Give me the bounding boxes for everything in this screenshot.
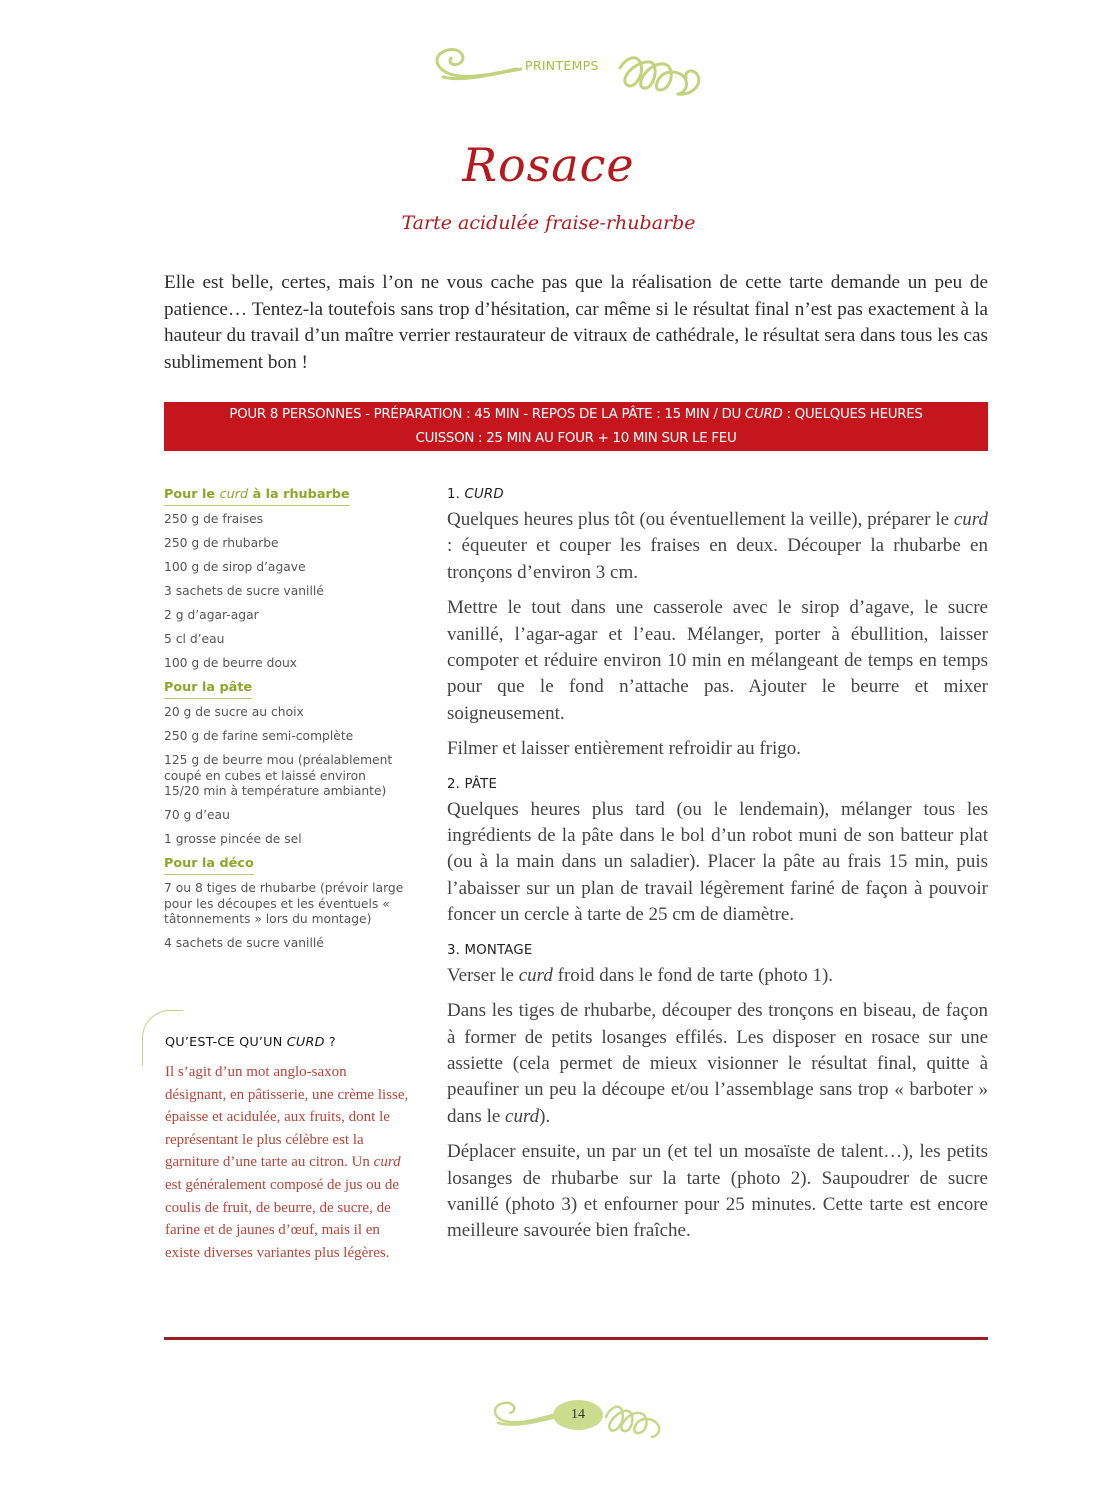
group-title-italic: curd	[219, 487, 249, 502]
info-line-1	[164, 403, 988, 427]
step-text: froid dans le fond de tarte (photo 1).	[552, 964, 834, 986]
step-paragraph	[447, 736, 988, 762]
ingredient-group-deco	[164, 856, 414, 952]
aside-title-text: ?	[324, 1035, 336, 1050]
step-paragraph	[447, 595, 988, 727]
step-text: Dans les tiges de rhubarbe, découper des tronçons en biseau, de façon à former de petits losanges effilés. Les disposer en rosace sur une assiette (cela permet de mieux visionner le résultat final, quitte à peaufiner un peu la découpe et/ou l’assemblage sans trop « barboter » dans le	[447, 1000, 988, 1127]
step-text: Verser le	[447, 964, 519, 986]
ingredient-item: 100 g de sirop d’agave	[164, 560, 306, 574]
step-text: Déplacer ensuite, un par un (et tel un mosaïste de talent…), les petits losanges de rhubarbe sur la tarte (photo 2). Saupoudrer de sucre vanillé (photo 3) et enfourner pour 25 minutes. Cette tarte est encore meilleure savourée bien fraîche.	[447, 1141, 988, 1242]
ingredient-item: 250 g de farine semi-complète	[164, 729, 354, 743]
aside-title	[165, 1035, 336, 1050]
bottom-divider	[164, 1337, 988, 1340]
page-number: 14	[553, 1400, 603, 1430]
step-number: 3.	[447, 942, 465, 958]
ingredient-item: 3 sachets de sucre vanillé	[164, 584, 324, 598]
section-label: PRINTEMPS	[525, 58, 599, 73]
ingredient-item: 5 cl d’eau	[164, 632, 225, 646]
info-text: POUR 8 PERSONNES - PRÉPARATION : 45 MIN - REPOS DE LA PÂTE : 15 MIN / DU	[229, 407, 745, 422]
ingredient-group-curd	[164, 487, 414, 672]
step-title	[447, 487, 988, 502]
step-paragraph	[447, 998, 988, 1130]
recipe-steps	[447, 487, 988, 1259]
recipe-info-bar	[164, 402, 988, 451]
step-title	[447, 777, 988, 792]
step-number: 2.	[447, 776, 465, 792]
step-paragraph	[447, 507, 988, 586]
ingredient-item: 100 g de beurre doux	[164, 656, 298, 670]
ingredient-group-pate	[164, 680, 414, 848]
step-text: ).	[539, 1105, 551, 1127]
group-title-text: Pour le	[164, 487, 220, 502]
ingredient-item: 125 g de beurre mou (préalablement coupé en cubes et laissé environ 15/20 min à température ambiante)	[164, 753, 393, 798]
step-text-italic: curd	[953, 509, 988, 530]
group-title-text: à la rhubarbe	[248, 487, 350, 502]
step-number: 1.	[447, 487, 465, 502]
step-paragraph	[447, 963, 988, 989]
aside-title-text: QU’EST-CE QU’UN	[165, 1035, 287, 1050]
step-text: Quelques heures plus tôt (ou éventuellement la veille), préparer le	[447, 509, 954, 530]
step-title-text: CURD	[464, 487, 504, 502]
step-paragraph	[447, 1139, 988, 1245]
step-text-italic: curd	[518, 964, 553, 986]
info-line-2: CUISSON : 25 MIN AU FOUR + 10 MIN SUR LE FEU	[415, 431, 737, 446]
aside-text	[165, 1061, 410, 1264]
ingredients-list	[164, 487, 414, 960]
ingredient-item: 1 grosse pincée de sel	[164, 832, 302, 846]
ingredient-group-title: Pour la déco	[164, 856, 254, 875]
step-title-text: MONTAGE	[464, 942, 533, 958]
flourish-swirl-icon	[428, 40, 728, 110]
ingredient-item: 4 sachets de sucre vanillé	[164, 936, 324, 950]
step-text: Quelques heures plus tard (ou le lendemain), mélanger tous les ingrédients de la pâte dans le bol d’un robot muni de son batteur plat (ou à la main dans un saladier). Placer la pâte au frais 15 min, puis l’abaisser sur un plan de travail légèrement fariné de façon à pouvoir foncer un cercle à tarte de 25 cm de diamètre.	[447, 798, 988, 926]
info-text-italic: CURD	[744, 407, 783, 422]
aside-text-italic: curd	[373, 1154, 401, 1171]
step-text: : équeuter et couper les fraises en deux. Découper la rhubarbe en tronçons d’environ 3 cm.	[447, 535, 988, 583]
ingredient-item: 250 g de rhubarbe	[164, 536, 279, 550]
header-ornament	[428, 40, 728, 110]
recipe-title: Rosace	[462, 138, 635, 192]
ingredient-item: 7 ou 8 tiges de rhubarbe (prévoir large pour les découpes et les éventuels « tâtonnements » lors du montage)	[164, 881, 404, 926]
ingredient-item: 70 g d’eau	[164, 808, 230, 822]
ingredient-item: 2 g d’agar-agar	[164, 608, 259, 622]
aside-text-part: est généralement composé de jus ou de coulis de fruit, de beurre, de sucre, de farine et de jaunes d’œuf, mais il en existe diverses variantes plus légères.	[165, 1176, 400, 1261]
step-paragraph	[447, 797, 988, 929]
recipe-subtitle: Tarte acidulée fraise-rhubarbe	[401, 212, 696, 234]
ingredient-item: 250 g de fraises	[164, 512, 264, 526]
ingredient-item: 20 g de sucre au choix	[164, 705, 304, 719]
ingredient-group-title	[164, 487, 350, 506]
step-title	[447, 943, 988, 958]
step-text: Filmer et laisser entièrement refroidir au frigo.	[447, 738, 802, 760]
ingredient-group-title: Pour la pâte	[164, 680, 252, 699]
aside-title-italic: CURD	[286, 1035, 325, 1050]
recipe-intro: Elle est belle, certes, mais l’on ne vous cache pas que la réalisation de cette tarte demande un peu de patience… Tentez-la toutefois sans trop d’hésitation, car même si le résultat final n’est pas exactement à la hauteur du travail d’un maître verrier restaurateur de vitraux de cathédrale, le résultat sera dans tous les cas sublimement bon !	[164, 272, 988, 373]
step-title-text: PÂTE	[464, 776, 498, 792]
info-text: : QUELQUES HEURES	[782, 407, 923, 422]
aside-text-part: Il s’agit d’un mot anglo-saxon désignant, en pâtisserie, une crème lisse, épaisse et acidulée, aux fruits, dont le représentant le plus célèbre est la garniture d’une tarte au citron. Un	[165, 1064, 409, 1171]
step-text: Mettre le tout dans une casserole avec le sirop d’agave, le sucre vanillé, l’agar-agar et l’eau. Mélanger, porter à ébullition, laisser compoter et réduire environ 10 min en mélangeant de temps en temps pour que le fond n’attache pas. Ajouter le beurre et mixer soigneusement.	[447, 597, 988, 724]
step-text-italic: curd	[505, 1105, 540, 1127]
